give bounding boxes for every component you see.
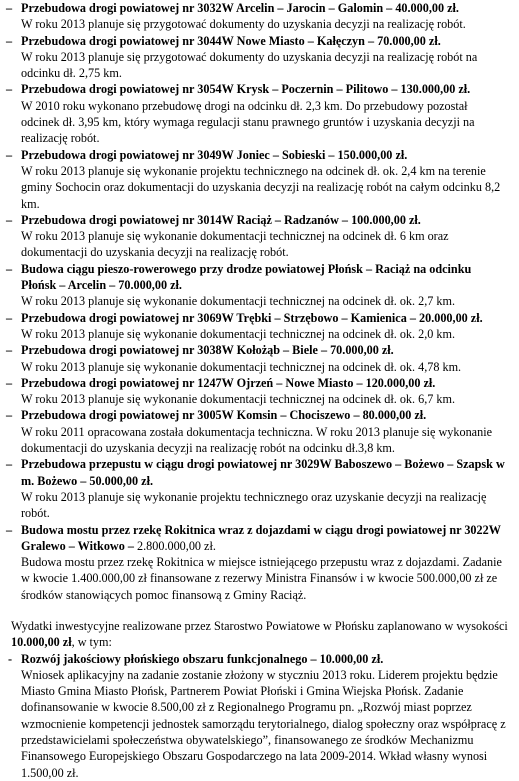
item-title: Przebudowa drogi powiatowej nr 3014W Raciąż – Radzanów – 100.000,00 zł. xyxy=(21,212,421,227)
item-title-text: Budowa mostu przez rzekę Rokitnica wraz z dojazdami w ciągu drogi powiatowej nr 3022W Gralewo – Witkowo – xyxy=(21,522,501,553)
list-item xyxy=(0,407,519,456)
item-description: W roku 2013 planuje się wykonanie dokumentacji technicznej na odcinek dł. ok. 4,78 km. xyxy=(21,359,462,374)
dash-bullet: – xyxy=(6,522,13,537)
dash-bullet: – xyxy=(6,1,13,15)
item-description: W roku 2013 planuje się wykonanie dokumentacji technicznej na odcinek dł. ok. 2,7 km. xyxy=(21,294,456,309)
intro-text: Wydatki inwestycyjne realizowane przez Starostwo Powiatowe w Płońsku zaplanowano w wysokości xyxy=(11,618,508,633)
sub-list-item xyxy=(0,651,519,781)
dash-bullet: – xyxy=(6,212,13,227)
item-description: W roku 2013 planuje się wykonanie dokumentacji technicznej na odcinek dł. 6 km oraz dokumentacji do uzyskania decyzji na realizację robót. xyxy=(21,229,449,260)
item-title-cost: 2.800.000,00 zł. xyxy=(137,538,216,553)
item-description: W roku 2013 planuje się wykonanie projektu technicznego na odcinek dł. ok. 2,4 km na terenie gminy Sochocin oraz dokumentacji do uzyskania decyzji na realizację robót na całym odcinku 8,2 km. xyxy=(21,163,501,211)
sub-item-title: Rozwój jakościowy płońskiego obszaru funkcjonalnego – 10.000,00 zł. xyxy=(21,651,384,666)
intro-tail: , w tym: xyxy=(71,635,112,650)
list-item xyxy=(0,212,519,261)
dash-bullet: – xyxy=(6,82,13,97)
dash-bullet: – xyxy=(6,408,13,423)
item-description: Budowa mostu przez rzekę Rokitnica w miejsce istniejącego przepustu wraz z dojazdami. Zadanie w kwocie 1.400.000,00 zł finansowane z rezerwy Ministra Finansów i w kwocie 500.000,00 zł ze środków stanowiących pomoc finansową z Gminy Raciąż. xyxy=(21,555,502,602)
item-description: W roku 2013 planuje się wykonanie dokumentacji technicznej na odcinek dł. ok. 2,0 km. xyxy=(21,326,456,341)
list-item xyxy=(0,375,519,408)
item-title: Przebudowa drogi powiatowej nr 3032W Arcelin – Jarocin – Galomin – 40.000,00 zł. xyxy=(21,1,459,15)
dash-bullet: – xyxy=(6,457,13,472)
list-item xyxy=(0,33,519,82)
section-intro xyxy=(11,618,509,651)
item-title: Przebudowa drogi powiatowej nr 3054W Krysk – Poczernin – Pilitowo – 130.000,00 zł. xyxy=(21,82,471,97)
starostwo-section xyxy=(0,618,519,651)
dash-bullet: – xyxy=(6,375,13,390)
list-item xyxy=(0,456,519,521)
item-description: W roku 2013 planuje się wykonanie dokumentacji technicznej na odcinek dł. ok. 6,7 km. xyxy=(21,392,456,407)
item-description: W roku 2013 planuje się przygotować dokumenty do uzyskania decyzji na realizację robót na odcinku dł. 2,75 km. xyxy=(21,49,478,81)
item-title: Przebudowa drogi powiatowej nr 3038W Kołożąb – Biele – 70.000,00 zł. xyxy=(21,343,394,358)
dash-bullet: – xyxy=(6,343,13,358)
list-item xyxy=(0,81,519,146)
dash-bullet: – xyxy=(6,33,13,48)
dash-bullet: – xyxy=(6,261,13,276)
item-description: W roku 2013 planuje się przygotować dokumenty do uzyskania decyzji na realizację robót. xyxy=(21,17,466,32)
item-description: W roku 2013 planuje się wykonanie projektu technicznego oraz uzyskanie decyzji na realizację robót. xyxy=(21,489,487,521)
list-item xyxy=(0,342,519,375)
dash-bullet: - xyxy=(8,651,13,666)
dash-bullet: – xyxy=(6,147,13,162)
item-title: Przebudowa przepustu w ciągu drogi powiatowej nr 3029W Baboszewo – Bożewo – Szapsk w m. Bożewo – 50.000,00 zł. xyxy=(21,457,505,488)
item-description: W 2010 roku wykonano przebudowę drogi na odcinku dł. 2,3 km. Do przebudowy pozostał odcinek dł. 3,95 km, który wymaga regulacji stanu prawnego gruntów i uzyskania decyzji na realizację robót. xyxy=(21,98,475,146)
item-title: Przebudowa drogi powiatowej nr 3005W Komsin – Chociszewo – 80.000,00 zł. xyxy=(21,408,427,423)
list-item xyxy=(0,261,519,310)
list-item xyxy=(0,0,519,33)
list-item xyxy=(0,522,519,603)
item-title: Budowa ciągu pieszo-rowerowego przy drodze powiatowej Płońsk – Raciąż na odcinku Płońsk – Arcelin – 70.000,00 zł. xyxy=(21,261,472,293)
intro-amount: 10.000,00 zł xyxy=(11,635,72,650)
item-title: Przebudowa drogi powiatowej nr 1247W Ojrzeń – Nowe Miasto – 120.000,00 zł. xyxy=(21,375,436,390)
list-item xyxy=(0,310,519,343)
item-title: Przebudowa drogi powiatowej nr 3044W Nowe Miasto – Kałęczyn – 70.000,00 zł. xyxy=(21,33,441,48)
dash-bullet: – xyxy=(6,310,13,325)
item-title: Przebudowa drogi powiatowej nr 3069W Trębki – Strzębowo – Kamienica – 20.000,00 zł. xyxy=(21,310,483,325)
item-title xyxy=(21,522,509,555)
item-description: W roku 2011 opracowana została dokumentacja techniczna. W roku 2013 planuje się wykonanie dokumentacji do uzyskania decyzji na realizację robót na odcinku dł.3,8 km. xyxy=(21,424,492,456)
list-item xyxy=(0,147,519,212)
sub-item-description: Wniosek aplikacyjny na zadanie zostanie złożony w styczniu 2013 roku. Liderem projektu będzie Miasto Gmina Miasto Płońsk, Partnerem Powiat Płoński i Gmina Wiejska Płońsk. Zadanie dofinansowanie w kwocie 8.500,00 zł z Regionalnego Programu pn. „Rozwój miast poprzez wzmocnienie kompetencji jednostek samorządu terytorialnego, dialog społeczny oraz współpracę z przedstawicielami społeczeństwa obywatelskiego”, finansowanego ze środków Mechanizmu Finansowego Europejskiego Obszaru Gospodarczego na lata 2009-2014. Wkład własny wynosi 1.500,00 zł. xyxy=(21,667,506,780)
item-title: Przebudowa drogi powiatowej nr 3049W Joniec – Sobieski – 150.000,00 zł. xyxy=(21,147,408,162)
